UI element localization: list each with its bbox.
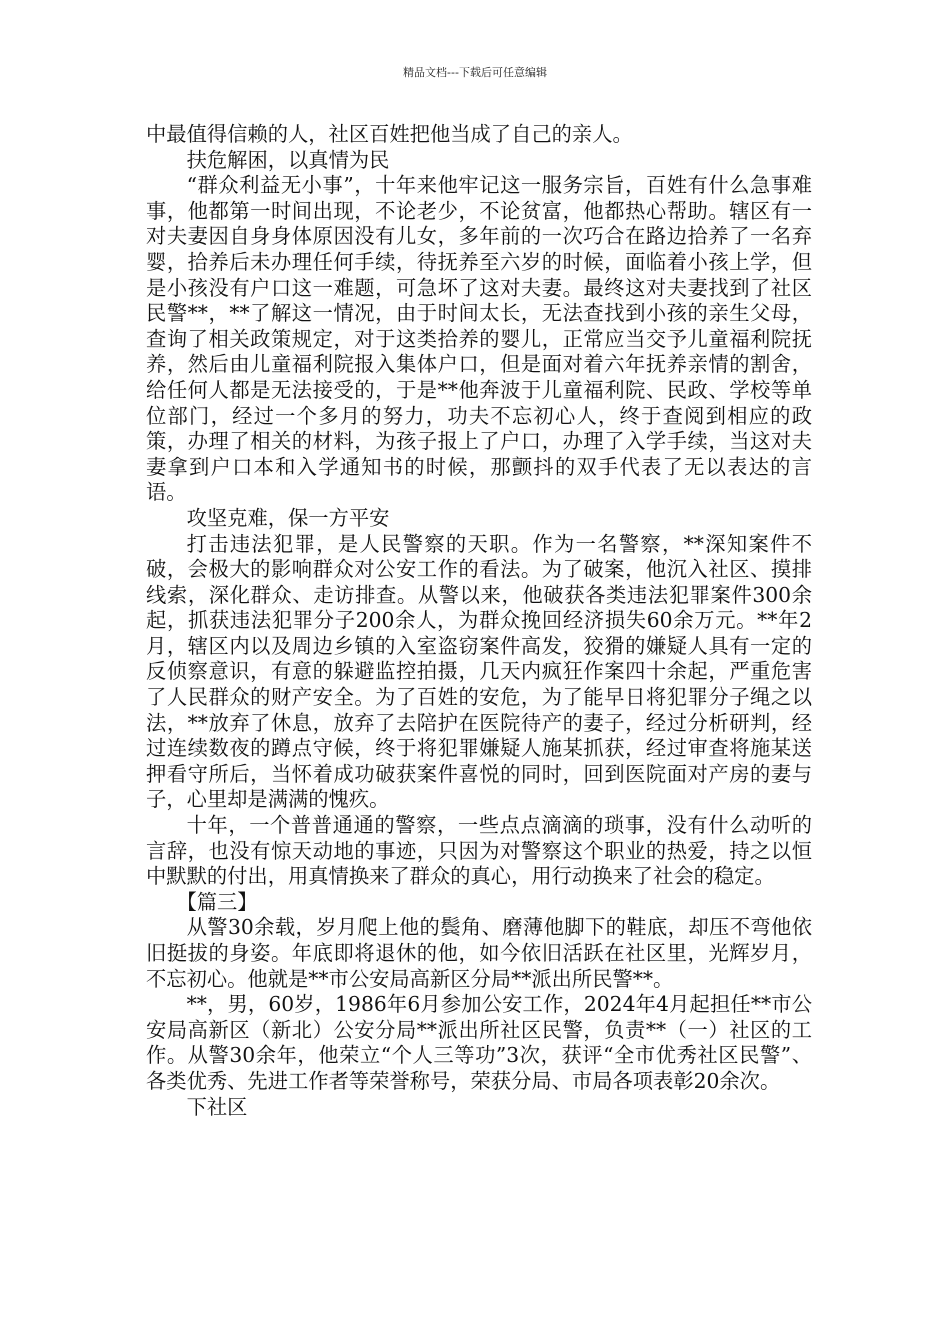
paragraph-crime-fighting: 打击违法犯罪，是人民警察的天职。作为一名警察，**深知案件不破，会极大的影响群众对公安工作的看法。为了破案，他沉入社区、摸排线索，深化群众、走访排查。从警以来，他破获各类违法犯罪案件300余起，抓获违法犯罪分子200余人，为群众挽回经济损失60余万元。**年2月，辖区内以及周边乡镇的入室盗窃案件高发，狡猾的嫌疑人具有一定的反侦察意识，有意的躲避监控拍摄，几天内疯狂作案四十余起，严重危害了人民群众的财产安全。为了百姓的安危，为了能早日将犯罪分子绳之以法，**放弃了休息，放弃了去陪护在医院待产的妻子，经过分析研判，经过连续数夜的蹲点守候，终于将犯罪嫌疑人施某抓获，经过审查将施某送押看守所后，当怀着成功破获案件喜悦的同时，回到医院面对产房的妻与子，心里却是满满的愧疚。 [146, 531, 812, 812]
paragraph-intro-continuation: 中最值得信赖的人，社区百姓把他当成了自己的亲人。 [146, 122, 633, 146]
section-heading-safety: 攻坚克难，保一方平安 [186, 505, 390, 530]
document-body [146, 122, 812, 1120]
paragraph-ten-years: 十年，一个普普通通的警察，一些点点滴滴的琐事，没有什么动听的言辞，也没有惊天动地的事迹，只因为对警察这个职业的热爱，持之以恒中默默的付出，用真情换来了群众的真心，用行动换来了社会的稳定。 [146, 813, 812, 889]
paragraph-profile: **，男，60岁，1986年6月参加公安工作，2024年4月起担任**市公安局高新区（新北）公安分局**派出所社区民警，负责**（一）社区的工作。从警30余年，他荣立“个人三等功”3次，获评“全市优秀社区民警”、各类优秀、先进工作者等荣誉称号，荣获分局、市局各项表彰20余次。 [146, 992, 812, 1093]
section-heading-community: 下社区 [186, 1094, 248, 1119]
chapter-heading-part-three: 【篇三】 [176, 889, 258, 914]
page-header: 精品文档---下载后可任意编辑 [403, 66, 547, 79]
paragraph-thirty-years: 从警30余载，岁月爬上他的鬓角、磨薄他脚下的鞋底，却压不弯他依旧挺拔的身姿。年底即将退休的他，如今依旧活跃在社区里，光辉岁月，不忘初心。他就是**市公安局高新区分局**派出所民警**。 [146, 915, 812, 991]
section-heading-help: 扶危解困，以真情为民 [186, 147, 390, 172]
paragraph-help-story: “群众利益无小事”，十年来他牢记这一服务宗旨，百姓有什么急事难事，他都第一时间出现，不论老少，不论贫富，他都热心帮助。辖区有一对夫妻因自身身体原因没有儿女，多年前的一次巧合在路边拾养了一名弃婴，拾养后未办理任何手续，待抚养至六岁的时候，面临着小孩上学，但是小孩没有户口这一难题，可急坏了这对夫妻。最终这对夫妻找到了社区民警**，**了解这一情况，由于时间太长，无法查找到小孩的亲生父母，查询了相关政策规定，对于这类拾养的婴儿，正常应当交予儿童福利院抚养，然后由儿童福利院报入集体户口，但是面对着六年抚养亲情的割舍，给任何人都是无法接受的，于是**他奔波于儿童福利院、民政、学校等单位部门，经过一个多月的努力，功夫不忘初心人，终于查阅到相应的政策，办理了相关的材料，为孩子报上了户口，办理了入学手续，当这对夫妻拿到户口本和入学通知书的时候，那颤抖的双手代表了无以表达的言语。 [146, 173, 812, 505]
